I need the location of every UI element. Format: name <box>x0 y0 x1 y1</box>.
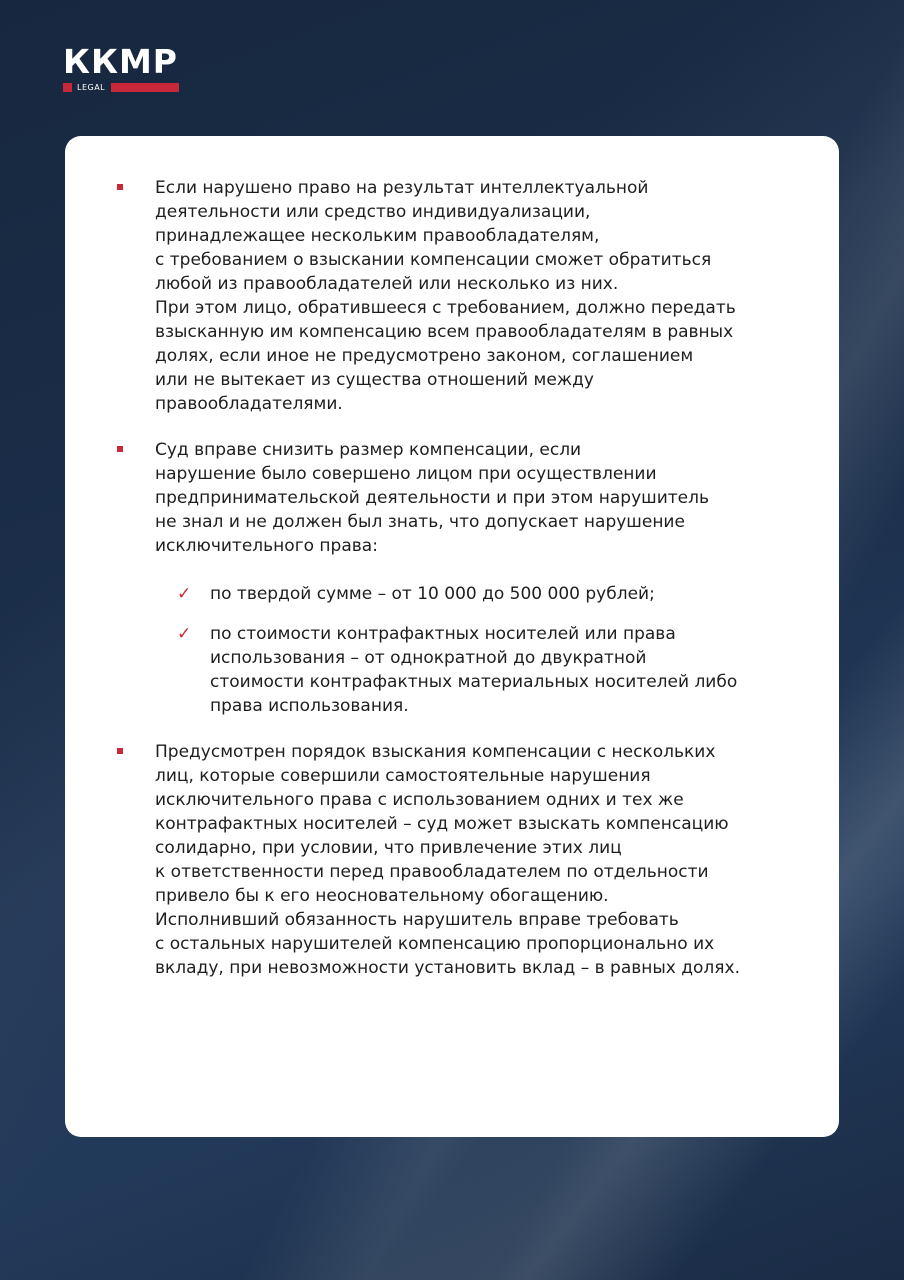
paragraph <box>210 582 789 606</box>
text-line: предпринимательской деятельности и при этом нарушитель <box>155 488 710 508</box>
text-line: привело бы к его неосновательному обогащению. <box>155 886 609 906</box>
list-item <box>117 176 789 416</box>
text-line: лиц, которые совершили самостоятельные нарушения <box>155 766 651 786</box>
text-line: стоимости контрафактных материальных носителей либо <box>210 672 738 692</box>
bullet-icon <box>117 184 123 190</box>
paragraph <box>210 622 789 718</box>
text-line: деятельности или средство индивидуализации, <box>155 202 591 222</box>
checkmark-icon: ✓ <box>177 624 192 644</box>
text-line: по твердой сумме – от 10 000 до 500 000 рублей; <box>210 584 655 604</box>
text-line: или не вытекает из существа отношений между <box>155 370 594 390</box>
sub-list-item <box>155 622 789 718</box>
logo-name: ККМР <box>63 42 178 81</box>
logo-subline <box>63 83 179 92</box>
text-line: контрафактных носителей – суд может взыскать компенсацию <box>155 814 729 834</box>
logo-red-square <box>63 83 72 92</box>
text-line: нарушение было совершено лицом при осуществлении <box>155 464 657 484</box>
paragraph <box>155 740 789 980</box>
paragraph <box>155 438 789 558</box>
text-line: правообладателями. <box>155 394 343 414</box>
logo <box>63 42 179 92</box>
text-line: Если нарушено право на результат интеллектуальной <box>155 178 649 198</box>
text-line: любой из правообладателей или несколько из них. <box>155 274 619 294</box>
text-line: солидарно, при условии, что привлечение этих лиц <box>155 838 622 858</box>
bullet-icon <box>117 748 123 754</box>
text-line: долях, если иное не предусмотрено законом, соглашением <box>155 346 694 366</box>
list-item <box>117 438 789 718</box>
text-line: использования – от однократной до двукратной <box>210 648 647 668</box>
text-line: по стоимости контрафактных носителей или права <box>210 624 676 644</box>
text-line: Предусмотрен порядок взыскания компенсации с нескольких <box>155 742 716 762</box>
text-line: При этом лицо, обратившееся с требованием, должно передать <box>155 298 736 318</box>
list-item <box>117 740 789 980</box>
sub-list <box>155 582 789 718</box>
bullet-icon <box>117 446 123 452</box>
text-line: с остальных нарушителей компенсацию пропорционально их <box>155 934 715 954</box>
text-line: с требованием о взыскании компенсации сможет обратиться <box>155 250 712 270</box>
logo-red-bar <box>111 83 179 92</box>
checkmark-icon: ✓ <box>177 584 192 604</box>
text-line: Суд вправе снизить размер компенсации, если <box>155 440 582 460</box>
text-line: взысканную им компенсацию всем правообладателям в равных <box>155 322 734 342</box>
sub-list-item <box>155 582 789 606</box>
text-line: к ответственности перед правообладателем по отдельности <box>155 862 709 882</box>
paragraph <box>155 176 789 416</box>
logo-sub-text: LEGAL <box>77 83 106 92</box>
text-line: права использования. <box>210 696 409 716</box>
text-line: не знал и не должен был знать, что допускает нарушение <box>155 512 685 532</box>
text-line: принадлежащее нескольким правообладателям, <box>155 226 600 246</box>
text-line: исключительного права: <box>155 536 378 556</box>
text-line: вкладу, при невозможности установить вклад – в равных долях. <box>155 958 740 978</box>
content-card <box>65 136 839 1137</box>
text-line: Исполнивший обязанность нарушитель вправе требовать <box>155 910 679 930</box>
text-line: исключительного права с использованием одних и тех же <box>155 790 684 810</box>
